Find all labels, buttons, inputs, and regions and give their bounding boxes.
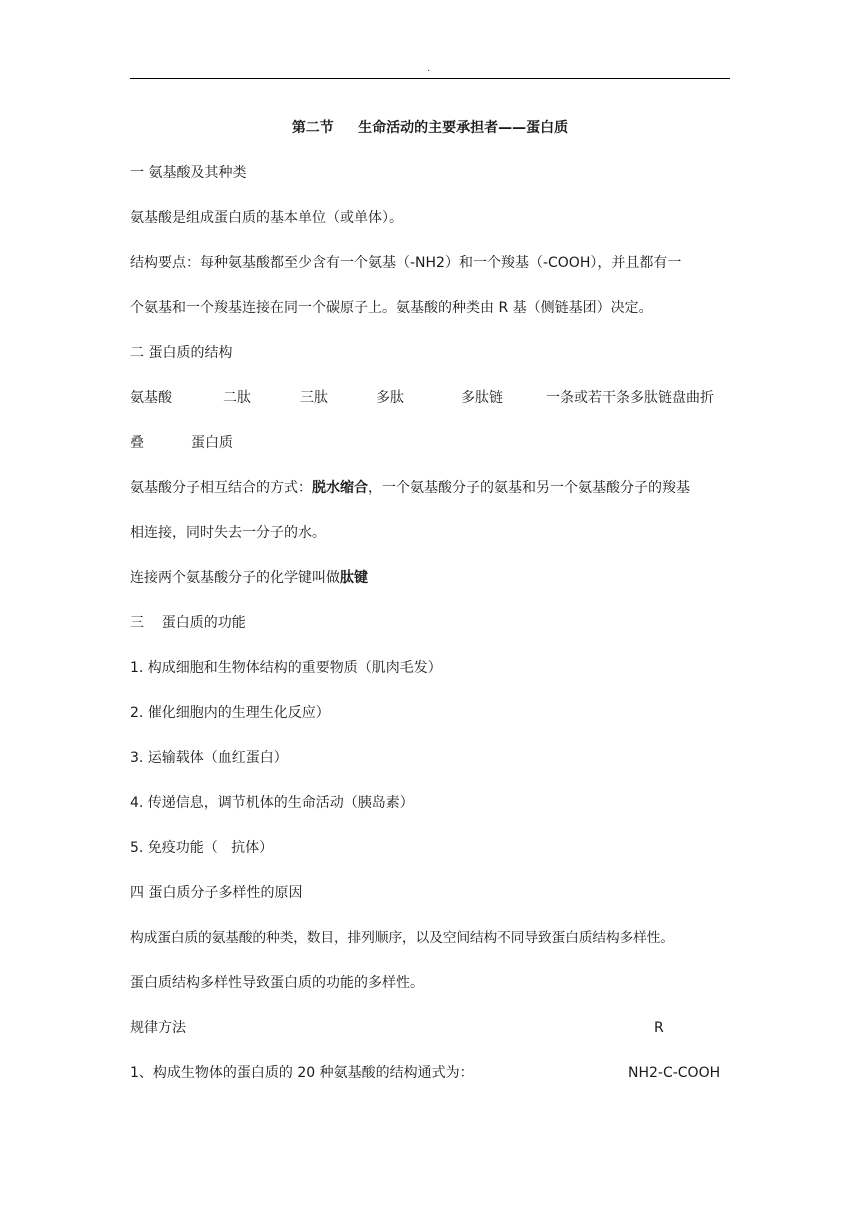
sequence-item: 二肽 xyxy=(223,390,251,406)
section2-paragraph1-line1 xyxy=(130,478,690,498)
section1-paragraph1: 氨基酸是组成蛋白质的基本单位（或单体）。 xyxy=(130,210,403,226)
function-item: 3. 运输载体（血红蛋白） xyxy=(130,750,288,766)
section1-paragraph2-line1: 结构要点：每种氨基酸都至少含有一个氨基（-NH2）和一个羧基（-COOH），并且都有一 xyxy=(130,255,682,271)
methods-item1: 1、构成生物体的蛋白质的 20 种氨基酸的结构通式为： xyxy=(130,1065,474,1081)
formula-r-group: R xyxy=(654,1020,664,1036)
function-item: 4. 传递信息，调节机体的生命活动（胰岛素） xyxy=(130,795,414,811)
methods-heading: 规律方法 xyxy=(130,1020,186,1036)
sequence-item: 氨基酸 xyxy=(130,390,172,406)
page-title: 第二节 生命活动的主要承担者——蛋白质 xyxy=(291,120,569,136)
section2-heading: 二 蛋白质的结构 xyxy=(130,345,233,361)
section2-paragraph1-line2: 相连接，同时失去一分子的水。 xyxy=(130,525,326,541)
sequence-item: 一条或若干条多肽链盘曲折 xyxy=(546,390,714,406)
section3-heading: 三 蛋白质的功能 xyxy=(130,615,246,631)
section2-p1-suffix: ，一个氨基酸分子的氨基和另一个氨基酸分子的羧基 xyxy=(368,480,690,496)
section4-paragraph1: 构成蛋白质的氨基酸的种类，数目，排列顺序，以及空间结构不同导致蛋白质结构多样性。 xyxy=(130,930,674,946)
sequence-item: 三肽 xyxy=(300,390,328,406)
sequence-item: 多肽 xyxy=(376,390,404,406)
section2-paragraph2 xyxy=(130,568,368,588)
section4-paragraph2: 蛋白质结构多样性导致蛋白质的功能的多样性。 xyxy=(130,975,424,991)
function-item: 1. 构成细胞和生物体结构的重要物质（肌肉毛发） xyxy=(130,660,442,676)
sequence-item: 叠 xyxy=(130,435,144,451)
sequence-item: 多肽链 xyxy=(461,390,503,406)
section2-p2-bold: 肽键 xyxy=(340,570,368,586)
section2-p1-bold: 脱水缩合 xyxy=(312,480,368,496)
section2-p2-prefix: 连接两个氨基酸分子的化学键叫做 xyxy=(130,570,340,586)
sequence-item: 蛋白质 xyxy=(191,435,233,451)
function-item: 5. 免疫功能（ 抗体） xyxy=(130,840,274,856)
function-item: 2. 催化细胞内的生理生化反应） xyxy=(130,705,330,721)
amino-acid-formula: NH2-C-COOH xyxy=(628,1065,721,1081)
section4-heading: 四 蛋白质分子多样性的原因 xyxy=(130,885,303,901)
header-dot: . xyxy=(427,63,431,74)
section2-p1-prefix: 氨基酸分子相互结合的方式： xyxy=(130,480,312,496)
section1-heading: 一 氨基酸及其种类 xyxy=(130,165,247,181)
section1-paragraph2-line2: 个氨基和一个羧基连接在同一个碳原子上。氨基酸的种类由 R 基（侧链基团）决定。 xyxy=(130,300,653,316)
header-rule xyxy=(130,78,730,79)
